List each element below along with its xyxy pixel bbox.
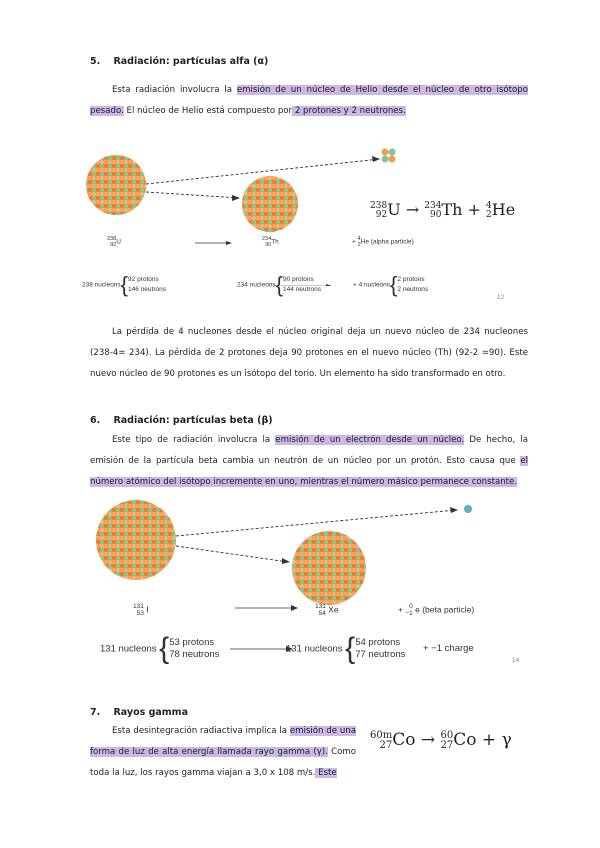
beta-particle — [464, 505, 472, 513]
highlight: emisión de un electrón desde un núcleo. — [275, 435, 465, 445]
beta-nucleon-count: 131 nucleons {53 protons 78 neutrons — [100, 632, 220, 665]
beta-charge: + −1 charge — [423, 643, 474, 654]
highlight: emisión de un núcleo de Helio desde el núcleo de otro isótopo pesado. — [90, 85, 529, 116]
text-run: Esta radiación involucra la — [112, 85, 237, 95]
section-6-paragraph-1 — [90, 430, 528, 493]
highlight: emisión de una forma de luz de alta energía llamada rayo gamma (γ). — [90, 726, 356, 757]
text-run: El núcleo de Helio está compuesto por — [123, 106, 293, 116]
text-run: De hecho, la emisión de la partícula beta cambia un neutrón de un núcleo por un protón. Esto causa que — [90, 435, 529, 466]
nucleon-count-alpha: + 4 nucleons{2 protons 2 neutrons — [353, 272, 429, 297]
section-7-heading: 7. Rayos gamma — [90, 707, 188, 718]
alpha-decay-equation: 238 92U → 234 90Th + 4 2He — [370, 200, 516, 220]
figure-page-number: 14 — [512, 657, 520, 664]
iodine-label: 131 53 I — [133, 603, 149, 617]
iodine-nucleus — [96, 500, 176, 580]
xenon-nucleus — [292, 531, 366, 605]
text-run: Este tipo de radiación involucra la — [112, 435, 276, 445]
xenon-label: 131 54 Xe — [315, 603, 339, 617]
alpha-particle-label: + 4 2He (alpha particle) — [352, 236, 414, 248]
text-run: Esta desintegración radiactiva implica la — [112, 726, 290, 736]
alpha-particle — [382, 149, 396, 163]
thorium-nucleus — [242, 176, 298, 232]
beta-nucleon-count-product: 131 nucleons {54 protons 77 neutrons — [286, 632, 406, 665]
section-6-heading: 6. Radiación: partículas beta (β) — [90, 415, 273, 426]
beta-decay-diagram — [96, 496, 496, 606]
highlight: Este — [315, 768, 337, 778]
figure-page-number: 12 — [497, 294, 505, 301]
section-5-paragraph-1 — [90, 80, 528, 122]
uranium-label: 238 92U — [107, 236, 121, 248]
beta-path-arrow — [176, 510, 456, 536]
section-5-paragraph-2: La pérdida de 4 nucleones desde el núcleo original deja un nuevo núcleo de 234 nucleones (238-4= 234). La pérdida de 2 protones deja 90 protones en el nuevo núcleo (Th) (92-2 =90). Este nuevo núcleo de 90 protones es un isótopo del torio. Un elemento ha sido transformado en otro. — [90, 327, 528, 379]
gamma-decay-equation: 60m 27Co → 60 27Co + γ — [370, 729, 512, 751]
beta-particle-label: + 0 −1 e (beta particle) — [398, 603, 475, 617]
highlight: 2 protones y 2 neutrones. — [292, 106, 406, 116]
thorium-label: 234 90Th — [262, 236, 279, 248]
nucleon-count-product: 234 nucleons{90 protons 144 neutrons — [237, 272, 321, 297]
section-7-paragraph-1 — [90, 721, 356, 784]
text-run: Como toda la luz, los rayos gamma viajan a 3,0 x 108 m/s. — [90, 747, 356, 778]
section-5-heading: 5. Radiación: partículas alfa (α) — [90, 56, 269, 67]
highlight: el número atómico del isótopo incremente en uno, mientras el número másico permanece constante. — [90, 456, 528, 487]
uranium-nucleus — [86, 155, 146, 215]
nucleon-count-row: 238 nucleons{92 protons 146 neutrons — [82, 272, 166, 297]
